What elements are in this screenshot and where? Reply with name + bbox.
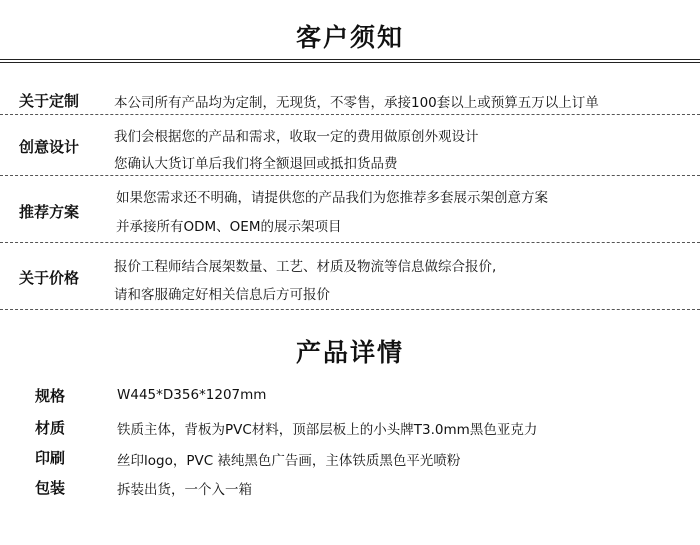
detail-value: 拆装出货，一个入一箱 <box>117 482 252 498</box>
notice-divider <box>0 59 700 63</box>
detail-label: 材质 <box>35 419 66 437</box>
detail-label: 包装 <box>35 479 66 497</box>
notice-text: 我们会根据您的产品和需求，收取一定的费用做原创外观设计 <box>114 129 479 145</box>
notice-label: 关于价格 <box>19 269 80 287</box>
row-divider <box>0 242 700 243</box>
detail-value: 铁质主体，背板为PVC材料，顶部层板上的小头牌T3.0mm黑色亚克力 <box>117 422 538 438</box>
notice-label: 推荐方案 <box>19 203 80 221</box>
row-divider <box>0 114 700 115</box>
notice-text: 本公司所有产品均为定制，无现货，不零售，承接100套以上或预算五万以上订单 <box>114 95 599 111</box>
notice-label: 创意设计 <box>19 138 80 156</box>
detail-title: 产品详情 <box>295 338 404 367</box>
notice-title: 客户须知 <box>295 23 404 52</box>
detail-value: W445*D356*1207mm <box>117 387 267 403</box>
notice-text: 请和客服确定好相关信息后方可报价 <box>114 287 330 303</box>
notice-text: 如果您需求还不明确，请提供您的产品我们为您推荐多套展示架创意方案 <box>116 190 548 206</box>
detail-label: 规格 <box>35 387 66 405</box>
notice-text: 报价工程师结合展架数量、工艺、材质及物流等信息做综合报价, <box>114 259 497 275</box>
row-divider <box>0 175 700 176</box>
notice-text: 您确认大货订单后我们将全额退回或抵扣货品费 <box>114 156 398 172</box>
notice-text: 并承接所有ODM、OEM的展示架项目 <box>116 219 342 235</box>
detail-label: 印刷 <box>35 449 66 467</box>
notice-label: 关于定制 <box>19 92 80 110</box>
detail-value: 丝印logo，PVC 裱纯黑色广告画，主体铁质黑色平光喷粉 <box>117 453 461 469</box>
row-divider <box>0 309 700 310</box>
